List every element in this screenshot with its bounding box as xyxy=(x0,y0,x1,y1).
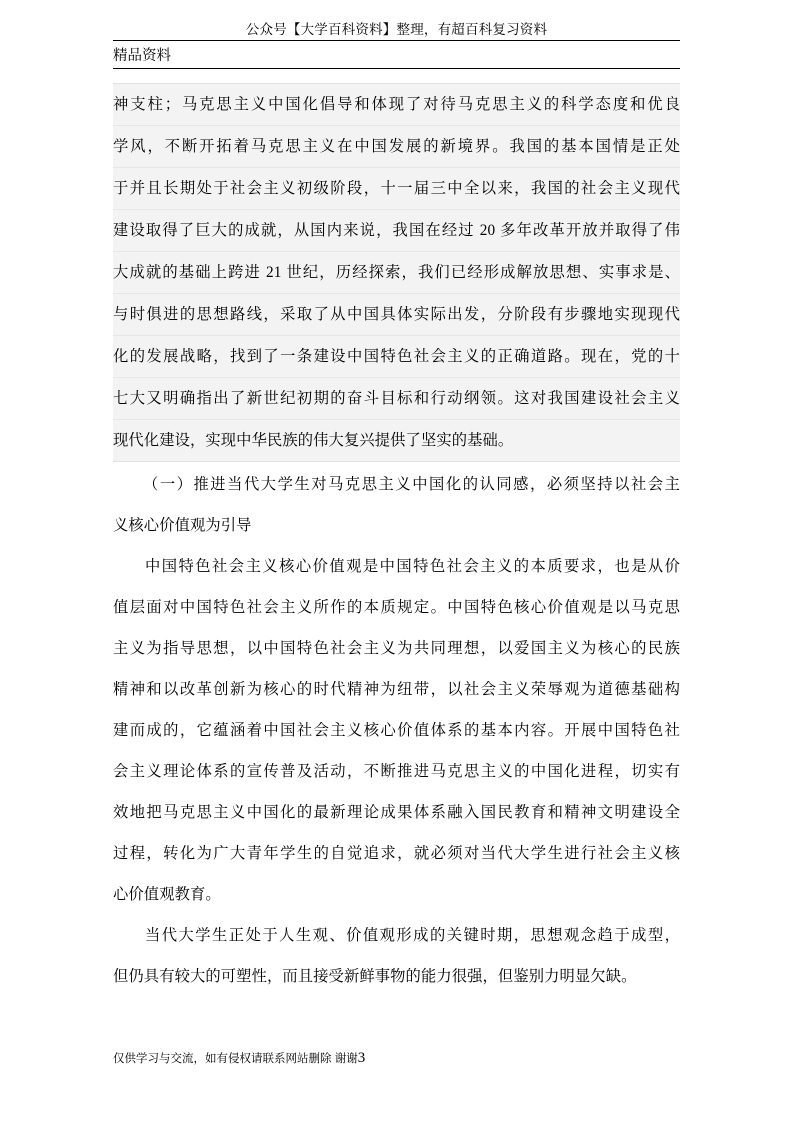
text-line: 当代大学生正处于人生观、价值观形成的关键时期，思想观念趋于成型， xyxy=(145,927,680,944)
text-line: 效地把马克思主义中国化的最新理论成果体系融入国民教育和精神文明建设全 xyxy=(113,804,680,821)
promo-divider xyxy=(113,40,680,41)
text-line: 精神和以改革创新为核心的时代精神为纽带，以社会主义荣辱观为道德基础构 xyxy=(113,681,680,698)
text-line: 与时俱进的思想路线，采取了从中国具体实际出发，分阶段有步骤地实现现代 xyxy=(113,294,680,336)
body-paragraph-three xyxy=(113,915,680,997)
text-line: 现代化建设，实现中华民族的伟大复兴提供了坚实的基础。 xyxy=(113,432,514,449)
text-line: 值层面对中国特色社会主义所作的本质规定。中国特色核心价值观是以马克思 xyxy=(113,599,680,616)
text-line: 化的发展战略，找到了一条建设中国特色社会主义的正确道路。现在，党的十 xyxy=(113,336,680,378)
text-line: 过程，转化为广大青年学生的自觉追求，就必须对当代大学生进行社会主义核 xyxy=(113,845,680,862)
text-line: 主义为指导思想，以中国特色社会主义为共同理想，以爱国主义为核心的民族 xyxy=(113,640,680,657)
page-header-title: 精品资料 xyxy=(113,48,171,64)
text-line: 神支柱；马克思主义中国化倡导和体现了对待马克思主义的科学态度和优良 xyxy=(113,84,680,126)
text-line: 学风，不断开拓着马克思主义在中国发展的新境界。我国的基本国情是正处 xyxy=(113,126,680,168)
page-number: 3 xyxy=(357,1050,366,1066)
document-body xyxy=(113,83,680,997)
body-paragraph-two xyxy=(113,546,680,915)
subheading-paragraph xyxy=(113,464,680,546)
text-line: 义核心价值观为引导 xyxy=(113,517,252,534)
highlighted-paragraph xyxy=(113,83,680,462)
text-line: 心价值观教育。 xyxy=(113,886,221,903)
text-line: （一）推进当代大学生对马克思主义中国化的认同感，必须坚持以社会主 xyxy=(143,476,680,493)
header-divider xyxy=(113,68,680,69)
footer-note: 仅供学习与交流，如有侵权请联系网站删除 谢谢 xyxy=(113,1053,358,1065)
text-line: 建设取得了巨大的成就，从国内来说，我国在经过 20 多年改革开放并取得了伟 xyxy=(113,210,680,252)
promo-banner: 公众号【大学百科资料】整理，有超百科复习资料 xyxy=(245,22,548,37)
text-line: 建而成的，它蕴涵着中国社会主义核心价值体系的基本内容。开展中国特色社 xyxy=(113,722,680,739)
text-line: 于并且长期处于社会主义初级阶段，十一届三中全以来，我国的社会主义现代 xyxy=(113,168,680,210)
text-line: 七大又明确指出了新世纪初期的奋斗目标和行动纲领。这对我国建设社会主义 xyxy=(113,378,680,420)
text-line: 大成就的基础上跨进 21 世纪，历经探索，我们已经形成解放思想、实事求是、 xyxy=(113,252,680,294)
text-line: 中国特色社会主义核心价值观是中国特色社会主义的本质要求，也是从价 xyxy=(145,558,680,575)
page-footer xyxy=(113,1050,680,1067)
text-line: 但仍具有较大的可塑性，而且接受新鲜事物的能力很强，但鉴别力明显欠缺。 xyxy=(113,968,637,985)
text-line: 会主义理论体系的宣传普及活动，不断推进马克思主义的中国化进程，切实有 xyxy=(113,763,680,780)
